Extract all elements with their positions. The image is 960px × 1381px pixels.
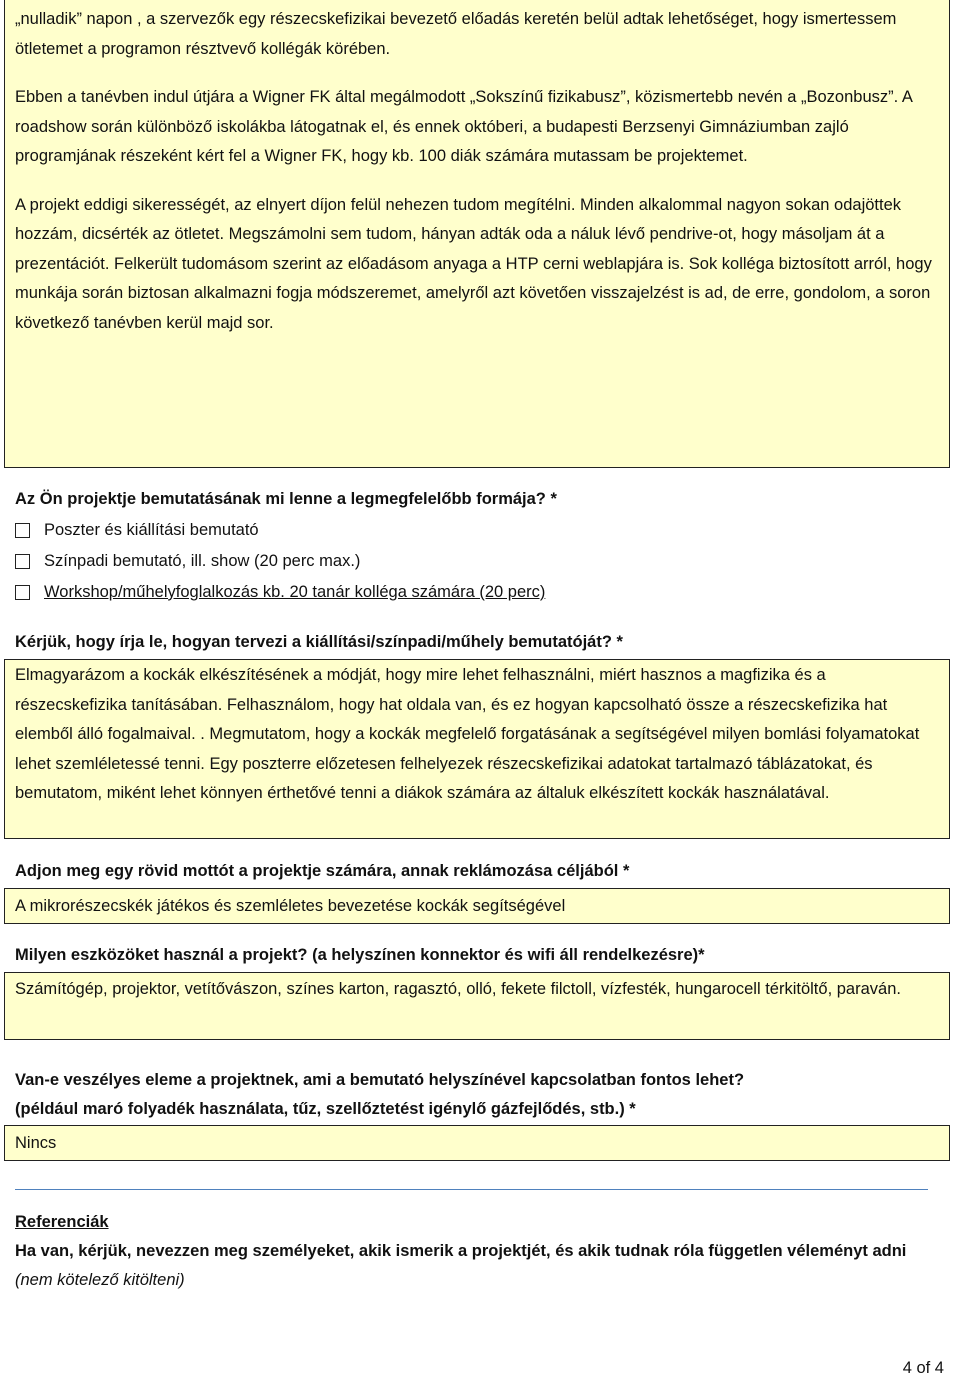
tools-question: Milyen eszközöket használ a projekt? (a helyszínen konnektor és wifi áll rendelkezésre)*: [15, 946, 705, 964]
references-heading: Referenciák: [15, 1213, 109, 1231]
hazard-answer-box[interactable]: [4, 1125, 950, 1161]
presentation-plan-answer-box[interactable]: [4, 659, 950, 839]
checkbox-workshop[interactable]: [15, 585, 30, 600]
section-divider: [15, 1189, 928, 1190]
motto-answer: A mikrorészecskék játékos és szemléletes bevezetése kockák segítségével: [15, 897, 566, 915]
hazard-question-line-2: (például maró folyadék használata, tűz, szellőztetést igénylő gázfejlődés, stb.) *: [15, 1100, 636, 1118]
page-number: 4 of 4: [902, 1359, 944, 1377]
presentation-form-question: Az Ön projektje bemutatásának mi lenne a legmegfelelőbb formája? *: [15, 490, 557, 508]
option-stage-show-label: Színpadi bemutató, ill. show (20 perc max.): [44, 552, 361, 570]
project-description-answer-box[interactable]: [4, 0, 950, 468]
option-workshop-label: Workshop/műhelyfoglalkozás kb. 20 tanár kolléga számára (20 perc): [44, 583, 546, 601]
tools-answer: Számítógép, projektor, vetítővászon, színes karton, ragasztó, olló, fekete filctoll, vízfesték, hungarocell térkitöltő, paraván.: [15, 980, 901, 998]
references-instruction: Ha van, kérjük, nevezzen meg személyeket, akik ismerik a projektjét, és akik tudnak róla független véleményt adni: [15, 1242, 907, 1260]
answer-paragraph-2: Ebben a tanévben indul útjára a Wigner FK által megálmodott „Sokszínű fizikabusz”, közismertebb nevén a „Bozonbusz”. A roadshow során különböző iskolákba látogatnak el, és ennek októberi, a budapesti Berzsenyi Gimnáziumban zajló programjának részeként kért fel a Wigner FK, hogy kb. 100 diák számára mutassam be projektemet.: [15, 88, 912, 165]
tools-answer-box[interactable]: [4, 972, 950, 1040]
answer-paragraph-1: „nulladik” napon , a szervezők egy részecskefizikai bevezető előadás keretén belül adtak lehetőséget, hogy ismertessem ötletemet a programon résztvevő kollégák körében.: [15, 10, 897, 58]
motto-answer-box[interactable]: [4, 888, 950, 924]
references-optional-note: (nem kötelező kitölteni): [15, 1271, 185, 1289]
checkbox-stage-show[interactable]: [15, 554, 30, 569]
checkbox-poster[interactable]: [15, 523, 30, 538]
hazard-question-line-1: Van-e veszélyes eleme a projektnek, ami a bemutató helyszínével kapcsolatban fontos lehet?: [15, 1071, 745, 1089]
option-workshop[interactable]: [15, 578, 545, 607]
presentation-plan-answer: Elmagyarázom a kockák elkészítésének a módját, hogy mire lehet felhasználni, miért hasznos a magfizika és a részecskefizika tanításában. Felhasználom, hogy hat oldala van, és ez hogyan kapcsolható össze a részecskefizika hat elemből álló fogalmaival. . Megmutatom, hogy a kockák megfelelő forgatásának a segítségével milyen bomlási folyamatokat lehet szemléletessé tenni. Egy poszterre előzetesen felhelyezek részecskefizikai adatokat tartalmazó táblázatokat, és bemutatom, miként lehet könnyen érthetővé tenni a diákok számára az általuk elkészített kockák használatával.: [15, 666, 920, 802]
presentation-plan-question: Kérjük, hogy írja le, hogyan tervezi a kiállítási/színpadi/műhely bemutatóját? *: [15, 633, 623, 651]
hazard-answer: Nincs: [15, 1134, 57, 1152]
references-text: [15, 1237, 915, 1295]
option-poster[interactable]: [15, 516, 259, 545]
option-poster-label: Poszter és kiállítási bemutató: [44, 521, 259, 539]
option-stage-show[interactable]: [15, 547, 360, 576]
answer-paragraph-3: A projekt eddigi sikerességét, az elnyert díjon felül nehezen tudom megítélni. Minden alkalommal nagyon sokan odajöttek hozzám, dicsérték az ötletet. Megszámolni sem tudom, hányan adták oda a náluk lévő pendrive-ot, hogy másoljam át a prezentációt. Felkerült tudomásom szerint az előadásom anyaga a HTP cerni weblapjára is. Sok kolléga biztosított arról, hogy munkája során biztosan alkalmazni fogja módszeremet, amelyről azt követően visszajelzést is ad, de erre, gondolom, a soron következő tanévben kerül majd sor.: [15, 195, 932, 332]
motto-question: Adjon meg egy rövid mottót a projektje számára, annak reklámozása céljából *: [15, 862, 630, 880]
